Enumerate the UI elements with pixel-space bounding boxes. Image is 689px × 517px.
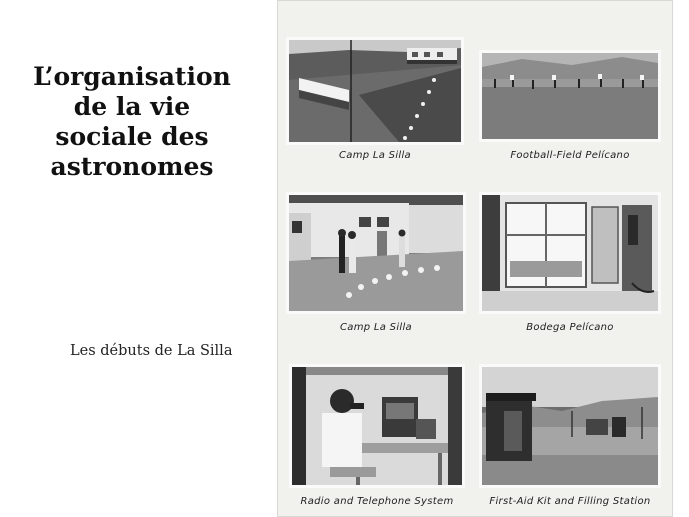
photo-album-page [277, 0, 673, 517]
photo-caption: Camp La Silla [340, 322, 412, 333]
slide-subtitle: Les débuts de La Silla [70, 343, 233, 359]
photo-caption: Bodega Pelícano [526, 322, 614, 333]
photo-camp-la-silla-barracks [286, 192, 466, 314]
photo-caption: Football-Field Pelícano [510, 150, 630, 161]
photo-first-aid-filling-station [479, 364, 661, 488]
photo-football-field [479, 50, 661, 142]
title-line: de la vie [73, 92, 191, 121]
slide-title [18, 62, 246, 182]
photo-camp-la-silla-hillside [286, 37, 464, 145]
photo-bodega-pelicano [479, 192, 661, 314]
photo-radio-telephone [289, 364, 465, 488]
photo-caption: Radio and Telephone System [300, 496, 454, 507]
title-line: L’organisation [33, 62, 231, 91]
photo-caption: Camp La Silla [339, 150, 411, 161]
title-line: sociale des [55, 122, 209, 151]
title-line: astronomes [50, 152, 214, 181]
photo-caption: First-Aid Kit and Filling Station [489, 496, 651, 507]
